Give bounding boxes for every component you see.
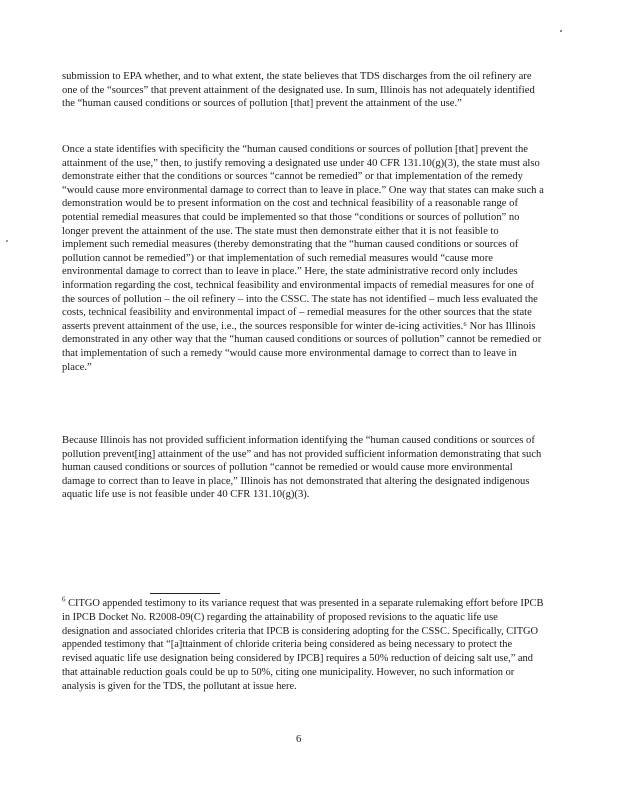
footnote-6 (62, 597, 544, 694)
scan-speck (6, 240, 8, 242)
footnote-marker: 6 (62, 595, 66, 604)
footnote-text: CITGO appended testimony to its variance request that was presented in a separate rulemaking effort before IPCB in IPCB Docket No. R2008-09(C) regarding the attainability of proposed revisions to the aquatic life use designation and associated chlorides criteria that IPCB is considering adopting for the CSSC. Specifically, CITGO appended testimony that “[a]ttainment of chloride criteria being considered as being necessary to protect the revised aquatic life use designation being considered by IPCB] requires a 50% reduction of deicing salt use,” and that attainable reduction goals could be up to 50%, citing one municipality. However, no such information or analysis is given for the TDS, the pollutant at issue here. (62, 598, 544, 692)
scan-speck (560, 30, 562, 32)
paragraph-2: Once a state identifies with specificity the “human caused conditions or sources of pollution [that] prevent the attainment of the use,” then, to justify removing a designated use under 40 CFR 131.10(g)(3), the state must also demonstrate either that the conditions or sources “cannot be remedied” or that implementation of the remedy “would cause more environmental damage to correct than to leave in place.” One way that states can make such a demonstration would be to present information on the cost and technical feasibility of a reasonable range of potential remedial measures that could be implemented so that those “conditions or sources of pollution” no longer prevent the attainment of the use. The state must then demonstrate either that it is not feasible to implement such remedial measures (thereby demonstrating that the “human caused conditions or sources of pollution cannot be remedied”) or that implementation of such remedial measures would “cause more environmental damage to correct than to leave in place.” Here, the state administrative record only includes information regarding the cost, technical feasibility and environmental impacts of remedial measures for one of the sources of pollution – the oil refinery – into the CSSC. The state has not identified – much less evaluated the costs, technical feasibility and environmental impact of – remedial measures for the other sources that the state asserts prevent attainment of the use, i.e., the sources responsible for winter de-icing activities.⁶ Nor has Illinois demonstrated in any other way that the “human caused conditions or sources of pollution” cannot be remedied or that implementation of such a remedy “would cause more environmental damage to correct than to leave in place.” (62, 144, 544, 373)
paragraph-1: submission to EPA whether, and to what extent, the state believes that TDS discharges from the oil refinery are one of the “sources” that prevent attainment of the designated use. In sum, Illinois has not adequately identified the “human caused conditions or sources of pollution [that] prevent the attainment of the use.” (62, 71, 535, 110)
paragraph-3: Because Illinois has not provided sufficient information identifying the “human caused conditions or sources of pollution prevent[ing] attainment of the use” and has not provided sufficient information demonstrating that such human caused conditions or sources of pollution “cannot be remedied or would cause more environmental damage to correct than to leave in place,” Illinois has not demonstrated that altering the designated indigenous aquatic life use is not feasible under 40 CFR 131.10(g)(3). (62, 435, 542, 501)
footnote-divider (150, 593, 220, 594)
page-number: 6 (296, 734, 302, 745)
